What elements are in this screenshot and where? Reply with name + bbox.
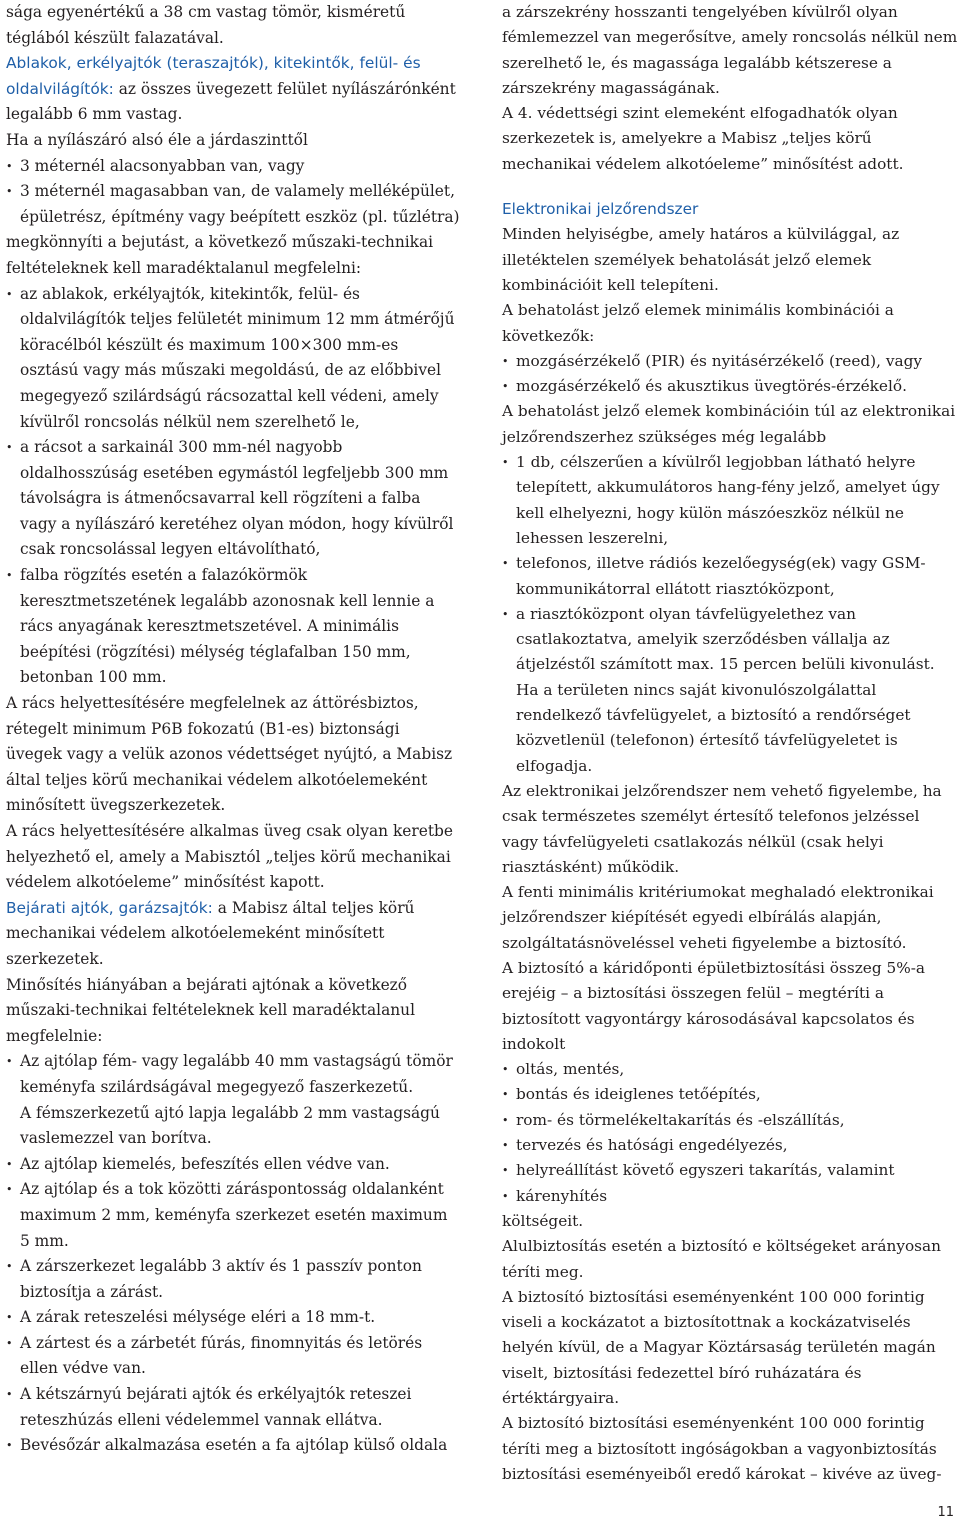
list-item: • 3 méternél alacsonyabban van, vagy	[6, 154, 460, 180]
requirements-list	[6, 282, 460, 692]
door-item-text: Az ajtólap fém- vagy legalább 40 mm vastagságú tömör keményfa szilárdságával megegyező faszerkezetű.	[20, 1052, 453, 1096]
list-item: • telefonos, illetve rádiós kezelőegység(ek) vagy GSM-kommunikátorral ellátott riasztóközpont,	[502, 551, 958, 602]
list-item: • A zárszerkezet legalább 3 aktív és 1 passzív ponton biztosítja a zárást.	[6, 1254, 460, 1305]
list-item: • bontás és ideiglenes tetőépítés,	[502, 1082, 958, 1107]
condition-continuation: megkönnyíti a bejutást, a következő műszaki-technikai feltételeknek kell maradéktalanul megfelelni:	[6, 233, 434, 277]
door-requirements-list	[6, 1049, 460, 1459]
intro-paragraph: sága egyenértékű a 38 cm vastag tömör, kisméretű téglából készült falazatával.	[6, 3, 406, 47]
condition-list	[6, 154, 460, 231]
list-item: • kárenyhítés	[502, 1184, 958, 1209]
doors-text: a Mabisz által teljes körű mechanikai védelem alkotóelemeként minősített szerkezetek.	[6, 898, 415, 968]
list-item: • Az ajtólap és a tok közötti záráspontosság oldalanként maximum 2 mm, keményfa szerkezet esetén maximum 5 mm.	[6, 1177, 460, 1254]
list-item: • oltás, mentés,	[502, 1057, 958, 1082]
underinsurance-paragraph: Alulbiztosítás esetén a biztosító e költségeket arányosan téríti meg.	[502, 1237, 942, 1281]
alarm-subparagraph: Ha a területen nincs saját kivonulószolgálattal rendelkező távfelügyelet, a biztosító a rendőrséget közvetlenül (telefonon) értesítő távfelügyeletet is elfogadja.	[516, 680, 911, 775]
left-column	[6, 0, 460, 1459]
doors-paragraph	[6, 896, 460, 973]
list-item: • A zártest és a zárbetét fúrás, finomnyitás és letörés ellen védve van.	[6, 1331, 460, 1382]
list-item: • 3 méternél magasabban van, de valamely melléképület, épületrész, építmény vagy beépített eszköz (pl. tűzlétra)	[6, 179, 460, 230]
list-item: • Az ajtólap kiemelés, befeszítés ellen védve van.	[6, 1152, 460, 1178]
combination-list	[502, 349, 958, 400]
list-item: • A kétszárnyú bejárati ajtók és erkélyajtók reteszei reteszhúzás elleni védelemmel vannak ellátva.	[6, 1382, 460, 1433]
guest-property-paragraph: A biztosító biztosítási eseményenként 100 000 forintig viseli a kockázatot a biztosítottnak a kockázatviselés helyén kívül, de a Magyar Köztársaság területén magán viselt, biztosítási fedezettel bíró ruházatára és értéktárgyaira.	[502, 1287, 936, 1408]
list-item: • helyreállítást követő egyszeri takarítás, valamint	[502, 1158, 958, 1183]
right-column	[502, 0, 958, 1487]
list-item: • a rácsot a sarkainál 300 mm-nél nagyobb oldalhosszúság esetében egymástól legfeljebb 300 mm távolságra is átmenőcsavarral kell rögzíteni a falba vagy a nyílászáró keretéhez olyan módon, hogy kívülről csak roncsolással legyen eltávolítható,	[6, 435, 460, 563]
condition-paragraph: Ha a nyílászáró alsó éle a járdaszinttől	[6, 130, 308, 149]
windows-text: az összes üvegezett felület nyílászárónként legalább 6 mm vastag.	[6, 79, 456, 124]
windows-paragraph	[6, 51, 460, 128]
list-item: • 1 db, célszerűen a kívülről legjobban látható helyre telepített, akkumulátoros hang-fény jelző, amelyet úgy kell elhelyezni, hogy külön mászóeszköz nélkül ne lehessen leszerelni,	[502, 450, 958, 551]
list-item: • mozgásérzékelő és akusztikus üvegtörés-érzékelő.	[502, 374, 958, 399]
cost-list	[502, 1057, 958, 1209]
list-item: • tervezés és hatósági engedélyezés,	[502, 1133, 958, 1158]
alarm-paragraph-2: A behatolást jelző elemek minimális kombinációi a következők:	[502, 301, 894, 345]
class4-paragraph: A 4. védettségi szint elemeként elfogadhatók olyan szerkezetek is, amelyekre a Mabisz „teljes körű mechanikai védelem alkotóeleme” minősítést adott.	[502, 104, 904, 173]
list-item	[6, 1049, 460, 1151]
doors-label: Bejárati ajtók, garázsajtók:	[6, 898, 213, 917]
glass-paragraph-1: A rács helyettesítésére megfelelnek az áttörésbiztos, rétegelt minimum P6B fokozatú (B1-es) biztonsági üvegek vagy a velük azonos védettséget nyújtó, a Mabisz által teljes körű mechanikai védelem alkotóelemeként minősített üvegszerkezetek.	[6, 694, 453, 815]
alarm-paragraph-5: A fenti minimális kritériumokat meghaladó elektronikai jelzőrendszer kiépítését egyedi elbírálás alapján, szolgáltatásnöveléssel veheti figyelembe a biztosító.	[502, 883, 934, 952]
list-item: • Bevésőzár alkalmazása esetén a fa ajtólap külső oldala	[6, 1433, 460, 1459]
costs-end-paragraph: költségeit.	[502, 1211, 584, 1230]
door-item-subtext: A fémszerkezetű ajtó lapja legalább 2 mm vastagságú vaslemezzel van borítva.	[20, 1103, 440, 1148]
page-number: 11	[937, 1505, 954, 1520]
alarm-paragraph-3: A behatolást jelző elemek kombinációin túl az elektronikai jelzőrendszerhez szükséges még legalább	[502, 402, 956, 446]
list-item: • a riasztóközpont olyan távfelügyelethez van csatlakoztatva, amelyik szerződésben vállalja az átjelzéstől számított max. 15 percen belüli kivonulást.	[502, 602, 958, 678]
list-item: • A zárak reteszelési mélysége eléri a 18 mm-t.	[6, 1305, 460, 1331]
alarm-requirements-list	[502, 450, 958, 678]
list-item: • falba rögzítés esetén a falazókörmök keresztmetszetének legalább azonosnak kell lennie a rács anyagának keresztmetszetével. A minimális beépítési (rögzítési) mélység téglafalban 150 mm, betonban 100 mm.	[6, 563, 460, 691]
glass-paragraph-2: A rács helyettesítésére alkalmas üveg csak olyan keretbe helyezhető el, amely a Mabisztól „teljes körű mechanikai védelem alkotóeleme” minősítést kapott.	[6, 822, 454, 892]
alarm-paragraph-4: Az elektronikai jelzőrendszer nem vehető figyelembe, ha csak természetes személyt értesítő telefonos jelzéssel vagy távfelügyeleti csatlakozás nélkül (csak helyi riasztásként) működik.	[502, 781, 942, 876]
section-heading: Elektronikai jelzőrendszer	[502, 200, 699, 219]
alarm-paragraph-1: Minden helyiségbe, amely határos a külvilággal, az illetéktelen személyek behatolását jelző elemek kombinációit kell telepíteni.	[502, 225, 900, 294]
list-item: • mozgásérzékelő (PIR) és nyitásérzékelő (reed), vagy	[502, 349, 958, 374]
windows-label: Ablakok, erkélyajtók (teraszajtók), kitekintők, felül- és oldalvilágítók:	[6, 54, 421, 98]
cost-paragraph: A biztosító a káridőponti épületbiztosítási összeg 5%-a erejéig – a biztosítási összegen felül – megtéríti a biztosított vagyontárgy károsodásával kapcsolatos és indokolt	[502, 958, 926, 1053]
last-paragraph: A biztosító biztosítási eseményenként 100 000 forintig téríti meg a biztosított ingóságokban a vagyonbiztosítás biztosítási eseményeiből eredő károkat – kivéve az üveg-	[502, 1414, 942, 1483]
lockbox-paragraph: a zárszekrény hosszanti tengelyében kívülről olyan fémlemezzel van megerősítve, amely roncsolás nélkül nem szerelhető le, és magassága legalább kétszerese a zárszekrény magasságának.	[502, 3, 958, 97]
list-item: • az ablakok, erkélyajtók, kitekintők, felül- és oldalvilágítók teljes felületét minimum 12 mm átmérőjű köracélból készült és maximum 100×300 mm-es osztású vagy más műszaki megoldású, de az előbbivel megegyező szilárdságú rácsozattal kell védeni, amely kívülről roncsolás nélkül nem szerelhető le,	[6, 282, 460, 436]
no-qualification-paragraph: Minősítés hiányában a bejárati ajtónak a következő műszaki-technikai feltételeknek kell maradéktalanul megfelelnie:	[6, 975, 415, 1045]
list-item: • rom- és törmelékeltakarítás és -elszállítás,	[502, 1108, 958, 1133]
